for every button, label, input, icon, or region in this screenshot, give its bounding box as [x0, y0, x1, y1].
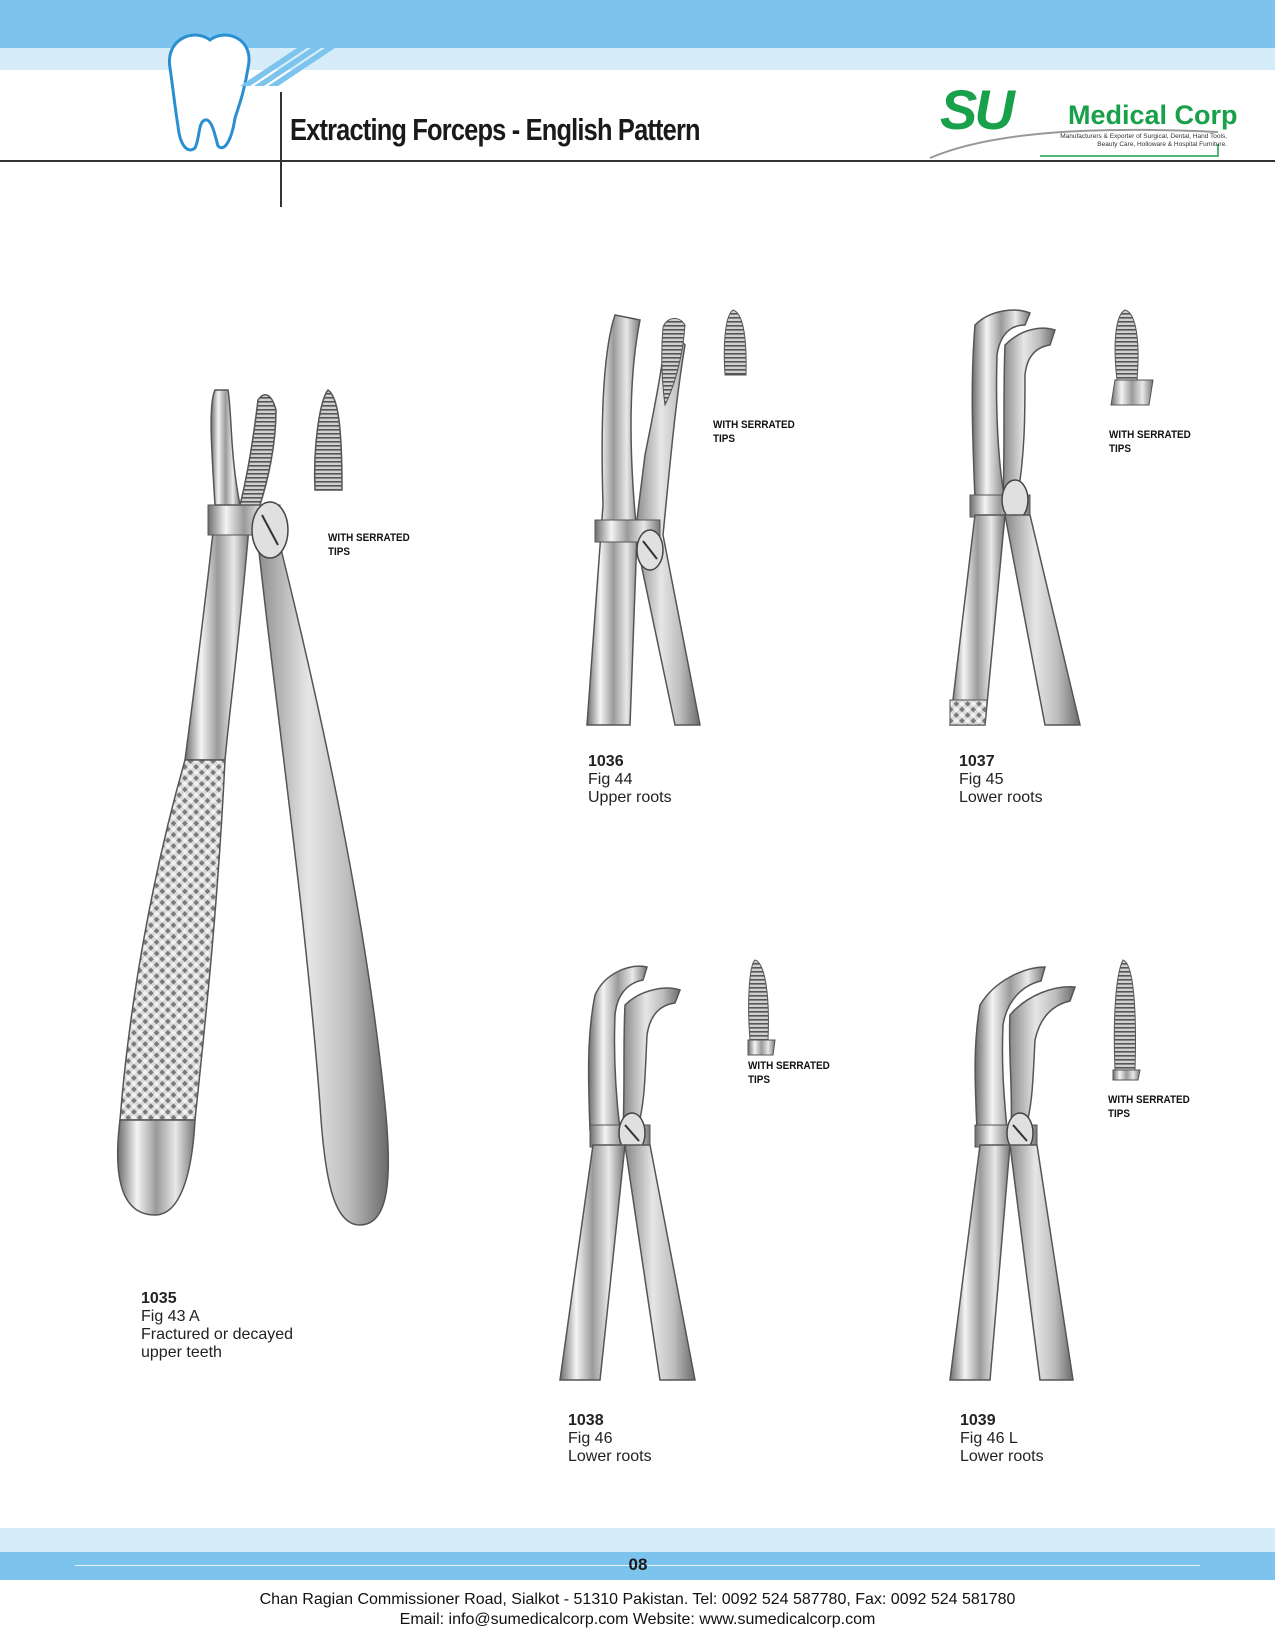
forceps-1038-image	[555, 955, 805, 1385]
logo-name: Medical Corp	[1068, 100, 1238, 130]
product-fig: Fig 44	[588, 771, 633, 788]
forceps-1037-image	[945, 305, 1195, 725]
footer-contact	[0, 1590, 1275, 1630]
product-fig: Fig 46	[568, 1430, 613, 1447]
product-caption-1037	[959, 753, 1043, 807]
product-desc: upper teeth	[141, 1344, 222, 1361]
product-fig: Fig 46 L	[960, 1430, 1018, 1447]
serrated-note-line: WITH SERRATED	[1109, 429, 1191, 441]
product-desc: Fractured or decayed	[141, 1326, 294, 1343]
forceps-1039-image	[945, 955, 1195, 1385]
product-code: 1039	[960, 1412, 996, 1429]
product-caption-1036	[588, 753, 672, 807]
header-accent-stripes	[240, 46, 340, 86]
serrated-note-line: TIPS	[1108, 1108, 1131, 1120]
forceps-1036-image	[575, 305, 775, 725]
product-caption-1039	[960, 1412, 1044, 1466]
page-number: 08	[628, 1555, 648, 1574]
serrated-note-1038	[748, 1059, 847, 1087]
title-divider	[280, 92, 282, 207]
logo-tagline: Manufacturers & Exporter of Surgical, Dental, Hand Tools, Beauty Care, Holloware & Hospital Furniture.	[1060, 133, 1227, 148]
product-desc: Lower roots	[960, 1448, 1044, 1465]
serrated-note-1035	[328, 531, 427, 559]
product-code: 1035	[141, 1290, 177, 1307]
serrated-note-line: TIPS	[328, 546, 351, 558]
serrated-note-line: WITH SERRATED	[713, 419, 795, 431]
serrated-note-line: WITH SERRATED	[748, 1060, 830, 1072]
product-code: 1036	[588, 753, 624, 770]
logo-mark: SU	[940, 78, 1012, 141]
product-code: 1037	[959, 753, 995, 770]
serrated-note-line: WITH SERRATED	[328, 532, 410, 544]
product-desc: Lower roots	[959, 789, 1043, 806]
product-desc: Upper roots	[588, 789, 672, 806]
page-title: Extracting Forceps - English Pattern	[290, 112, 700, 147]
serrated-note-line: TIPS	[748, 1074, 771, 1086]
forceps-1035-image	[100, 385, 400, 1265]
product-fig: Fig 45	[959, 771, 1004, 788]
footer-band-light	[0, 1528, 1275, 1552]
product-caption-1035	[141, 1290, 293, 1362]
product-fig: Fig 43 A	[141, 1308, 200, 1325]
serrated-note-line: TIPS	[713, 433, 736, 445]
product-caption-1038	[568, 1412, 652, 1466]
company-logo	[940, 78, 1238, 160]
footer-email-website: Email: info@sumedicalcorp.com Website: www.sumedicalcorp.com	[399, 1611, 876, 1628]
product-code: 1038	[568, 1412, 604, 1429]
serrated-note-1036	[713, 418, 812, 446]
serrated-note-line: WITH SERRATED	[1108, 1094, 1190, 1106]
serrated-note-line: TIPS	[1109, 443, 1132, 455]
serrated-note-1039	[1108, 1093, 1207, 1121]
product-desc: Lower roots	[568, 1448, 652, 1465]
serrated-note-1037	[1109, 428, 1208, 456]
footer-address: Chan Ragian Commissioner Road, Sialkot - 51310 Pakistan. Tel: 0092 524 587780, Fax: 0092 524 581780	[259, 1591, 1016, 1608]
